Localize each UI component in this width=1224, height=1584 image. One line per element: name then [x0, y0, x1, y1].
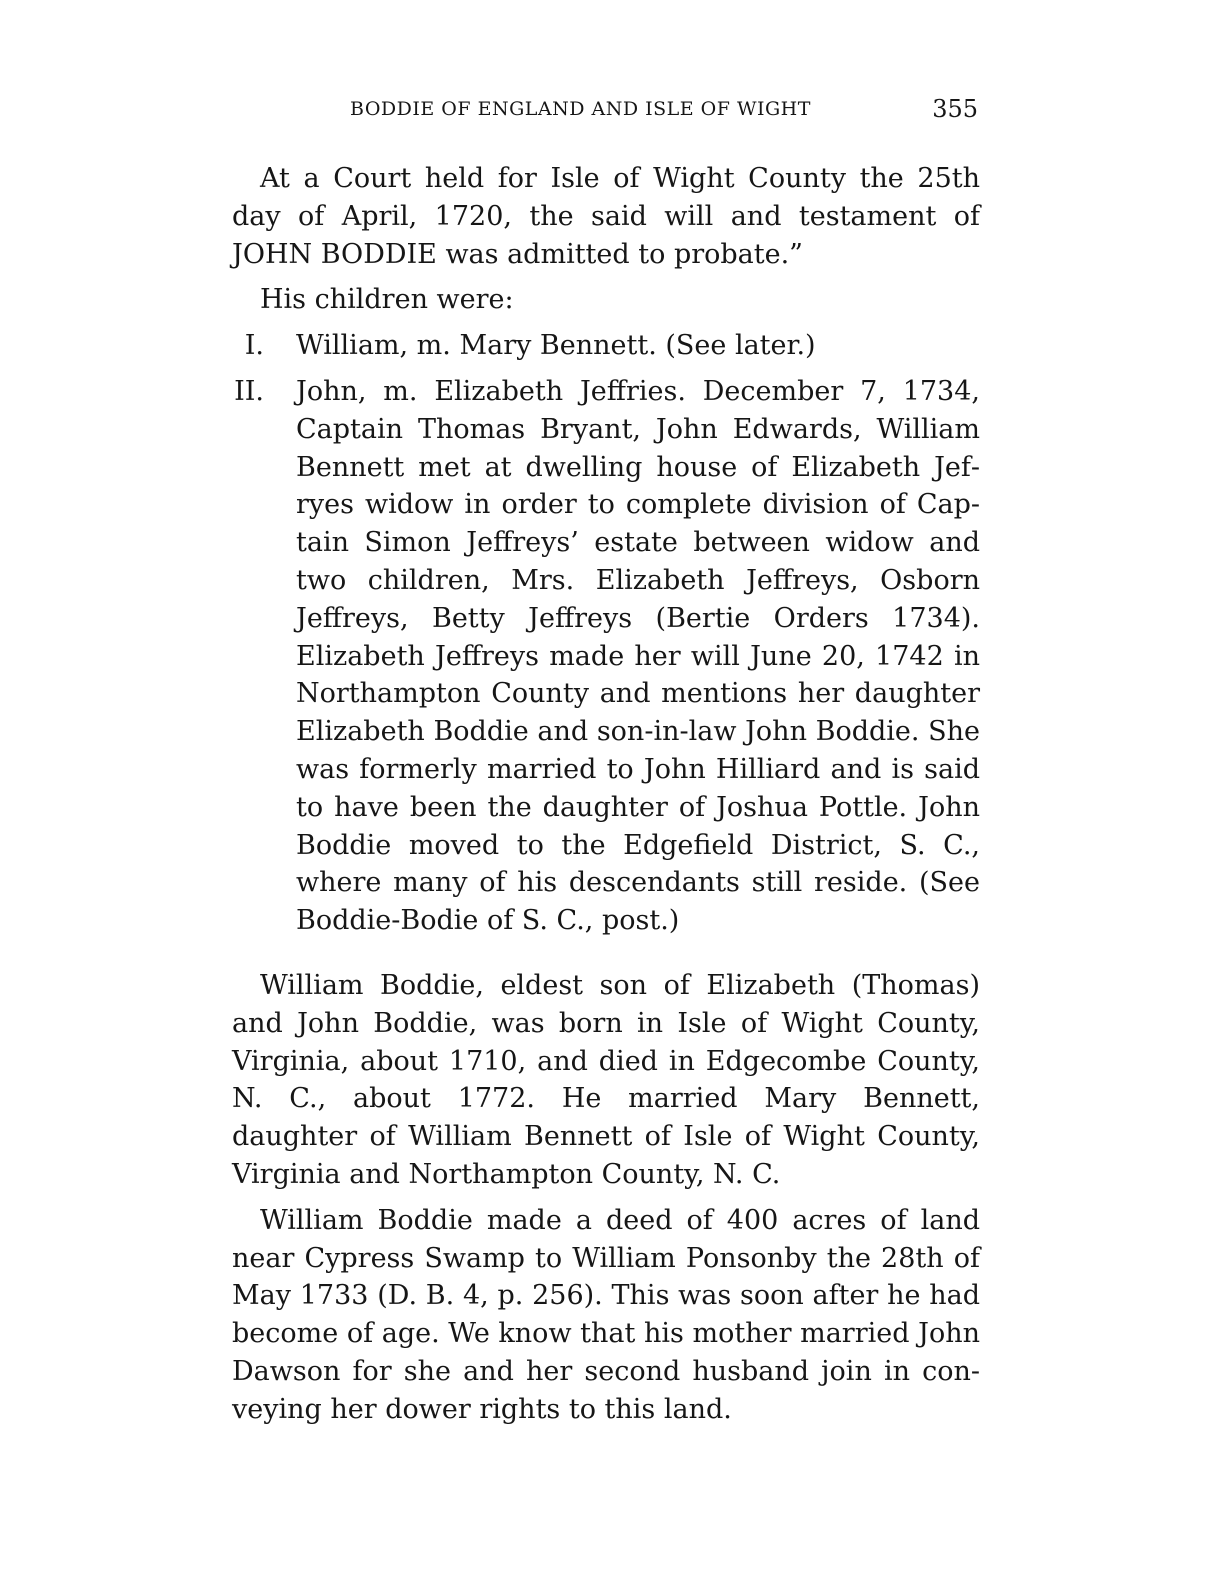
- running-head: [232, 95, 980, 128]
- body-text: [232, 160, 980, 1429]
- child-item-1: [232, 327, 980, 365]
- running-title: BODDIE OF ENGLAND AND ISLE OF WIGHT: [350, 98, 811, 120]
- page-number: 355: [932, 95, 978, 123]
- child-text: William, m. Mary Bennett. (See later.): [296, 330, 816, 362]
- probate-paragraph: At a Court held for Isle of Wight County the 25th day of April, 1720, the said will and testament of JOHN BODDIE was admitted to probate.”: [232, 163, 980, 270]
- child-numeral: I.: [244, 330, 264, 362]
- child-item-2: [232, 373, 980, 940]
- william-bio-paragraph: William Boddie, eldest son of Elizabeth (Thomas) and John Boddie, was born in Isle of Wight County, Virginia, about 1710, and died in Edgecombe County, N. C., about 1772. He married Mary Bennett, daughter of William Bennett of Isle of Wight County, Virginia and Northampton County, N. C.: [232, 969, 980, 1190]
- child-numeral: II.: [234, 375, 264, 407]
- child-text: John, m. Elizabeth Jeffries. December 7, 1734, Captain Thomas Bryant, John Edwards, William Bennett met at dwelling house of Elizabeth Jefryes widow in order to complete division of Captain Simon Jeffreys’ estate between widow and two children, Mrs. Elizabeth Jeffreys, Osborn Jeffreys, Betty Jeffreys (Bertie Orders 1734). Elizabeth Jeffreys made her will June 20, 1742 in Northampton County and mentions her daughter Elizabeth Boddie and son-in-law John Boddie. She was formerly married to John Hilliard and is said to have been the daughter of Joshua Pottle. John Boddie moved to the Edgefield District, S. C., where many of his descendants still reside. (See Boddie-Bodie of S. C., post.): [296, 375, 980, 937]
- william-deed-paragraph: William Boddie made a deed of 400 acres of land near Cypress Swamp to William Ponsonby the 28th of May 1733 (D. B. 4, p. 256). This was soon after he had become of age. We know that his mother married John Dawson for she and her second husband join in conveying her dower rights to this land.: [232, 1204, 980, 1425]
- children-intro: His children were:: [260, 284, 514, 316]
- book-page: [232, 0, 980, 1584]
